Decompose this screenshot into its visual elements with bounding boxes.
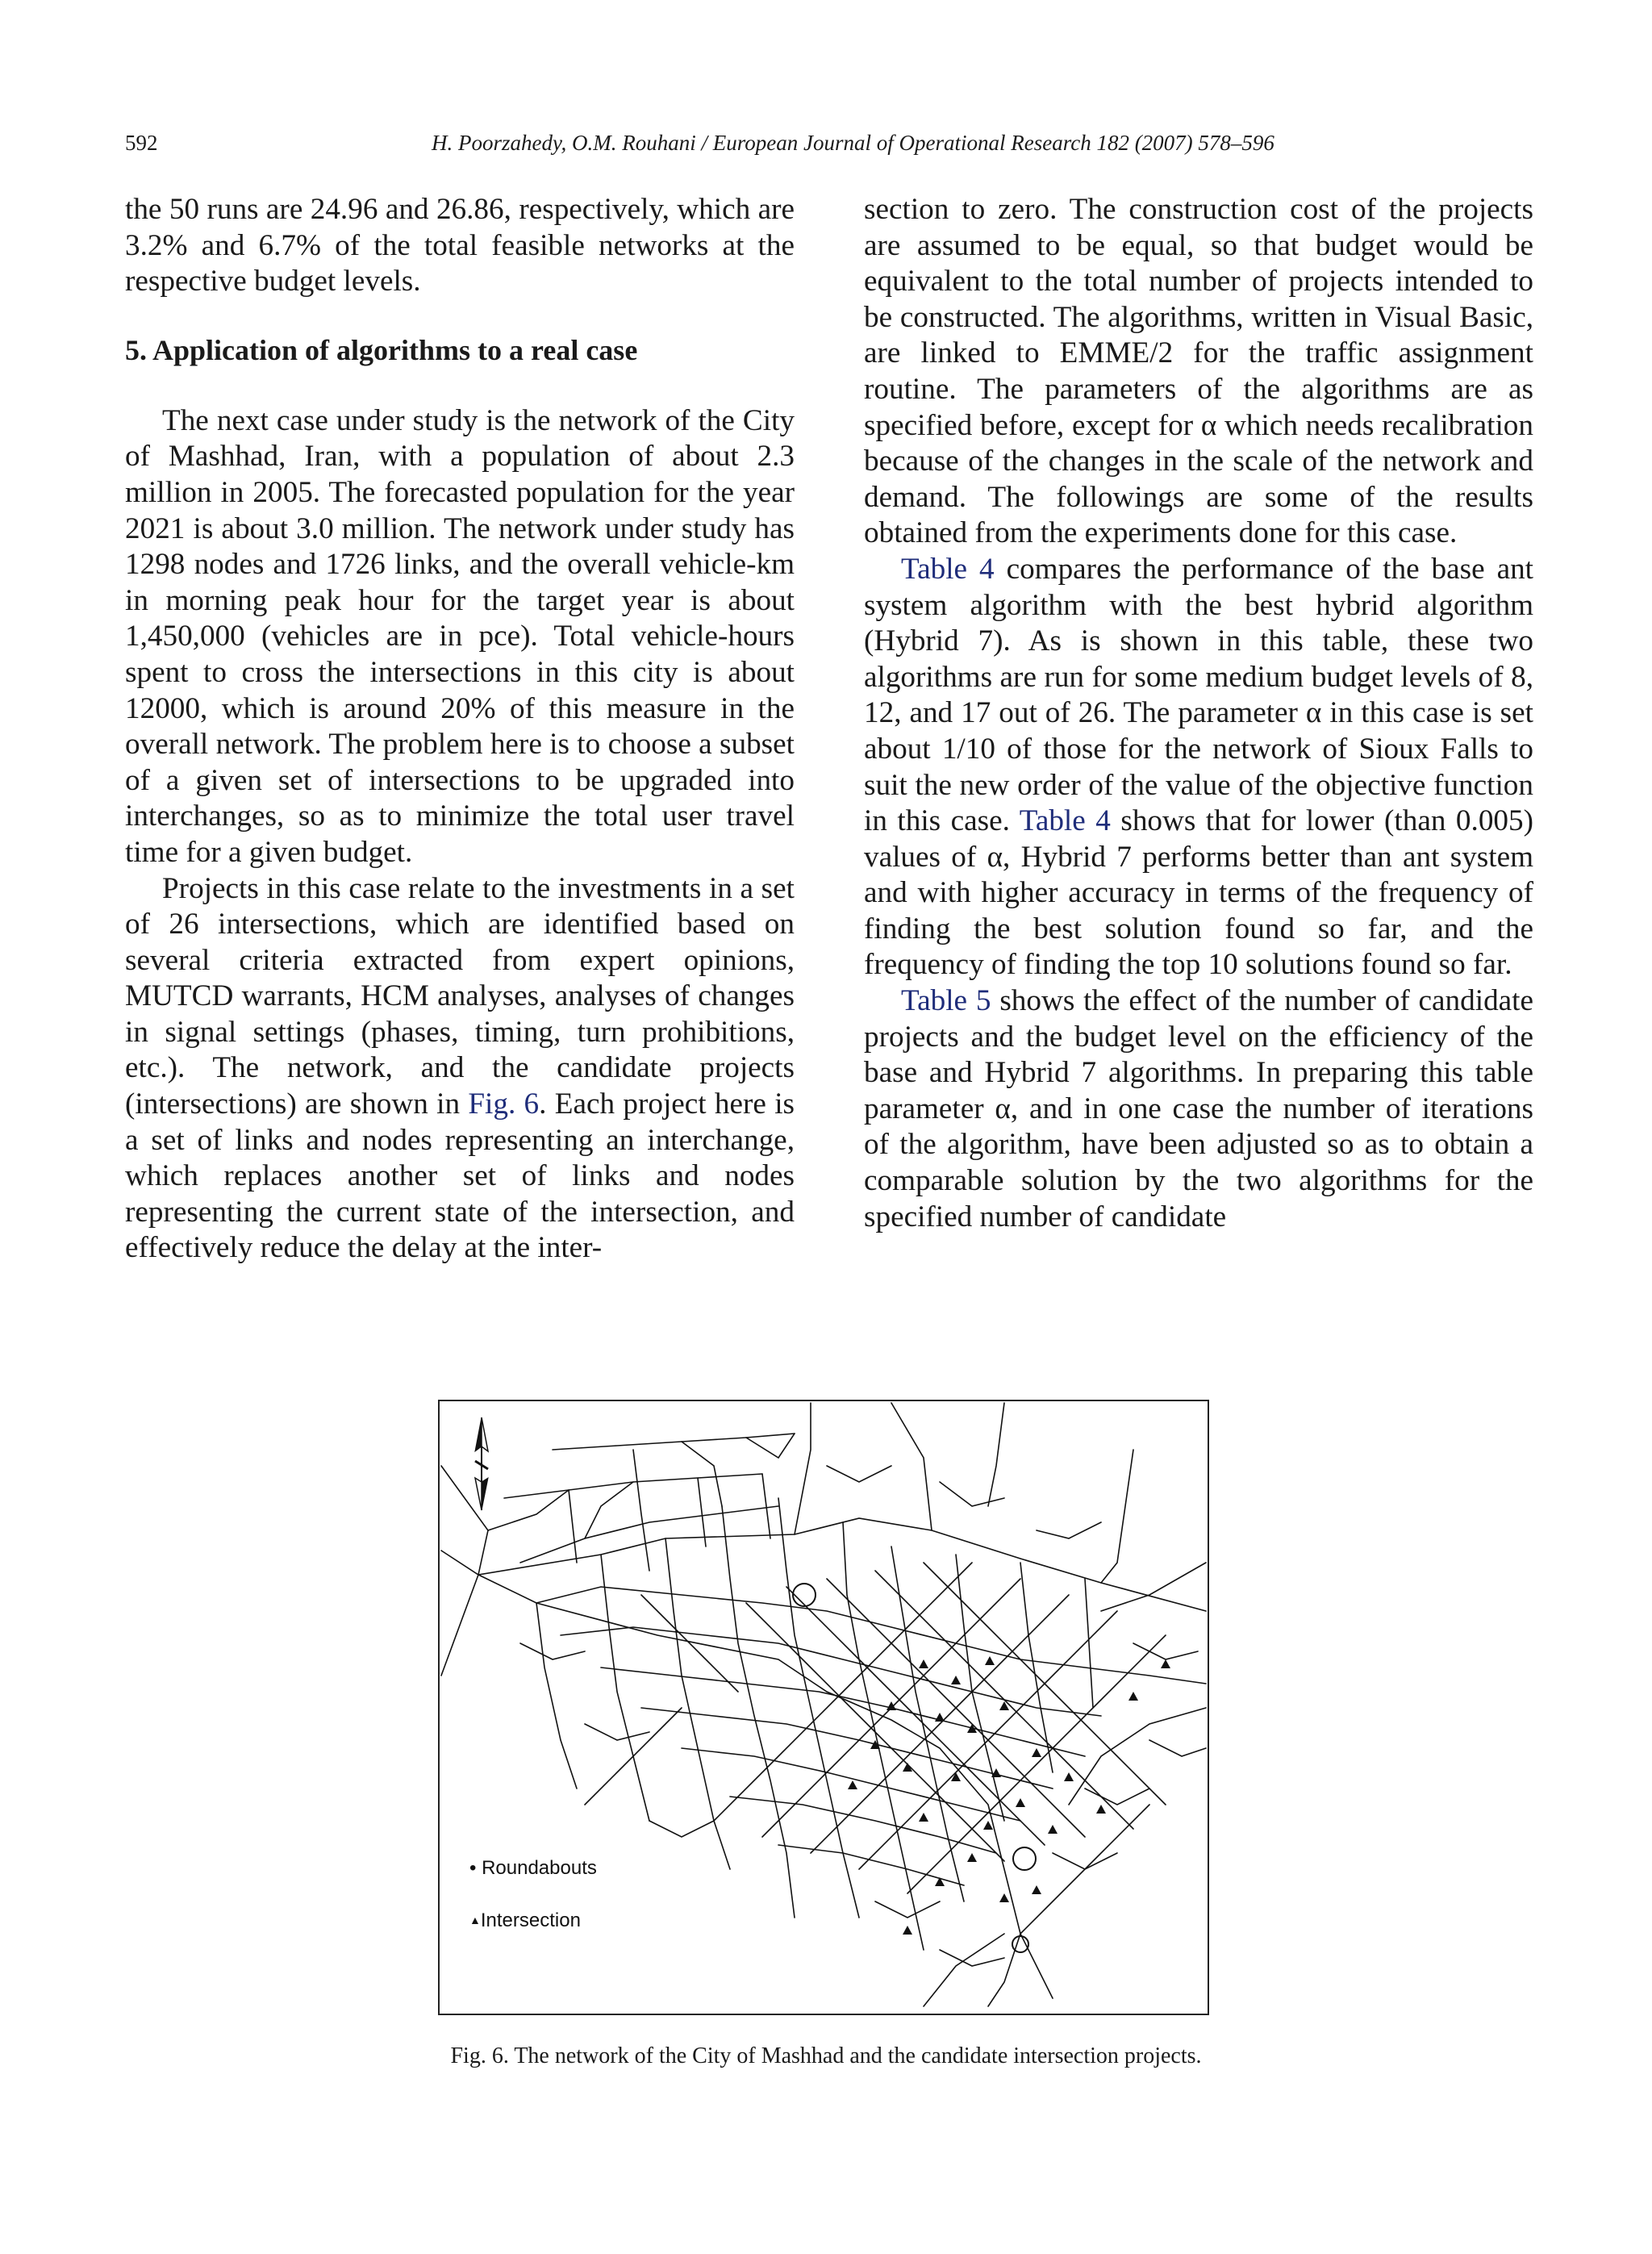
paragraph (864, 552, 1533, 983)
intersection-icon (919, 1813, 928, 1822)
paragraph-text: compares the performance of the base ant system algorithm with the best hybrid algorithm (Hybrid 7). As is shown in this table, these two algorithms are run for some medium budget levels of 8, 12, and 17 out of 26. The parameter α in this case is set about 1/10 of those for the network of Sioux Falls to suit the new order of the value of the objective function in this case. (864, 552, 1533, 838)
intersection-icon (1048, 1825, 1058, 1834)
intersection-icon (985, 1656, 995, 1665)
intersection-icon (983, 1821, 993, 1830)
intersection-icon (1032, 1748, 1041, 1757)
intersection-markers (848, 1656, 1170, 1935)
intersection-icon (1161, 1659, 1170, 1668)
legend-roundabouts (469, 1857, 597, 1880)
paragraph-text: shows that for lower (than 0.005) values of α, Hybrid 7 performs better than ant system and with higher accuracy in terms of the frequency of finding the best solution found so far, and the frequency of finding the top 10 solutions found so far. (864, 804, 1533, 982)
table-link[interactable]: Table 4 (901, 552, 995, 586)
right-column (864, 192, 1533, 1235)
table-link[interactable]: Table 5 (901, 984, 991, 1018)
paragraph-text: Projects in this case relate to the investments in a set of 26 intersections, which are identified based on several criteria extracted from expert opinions, MUTCD warrants, HCM analyses, analyses of changes in signal settings (phases, timing, turn prohibitions, etc.). The network, and the candidate projects (intersections) are shown in (125, 871, 795, 1121)
north-arrow-icon (475, 1417, 488, 1510)
intersection-icon (967, 1853, 977, 1862)
intersection-icon (1064, 1772, 1074, 1781)
roundabout-icon (1013, 1847, 1036, 1870)
paragraph: The next case under study is the network of the City of Mashhad, Iran, with a population of about 2.3 million in 2005. The forecasted population for the year 2021 is about 3.0 million. The network under study has 1298 nodes and 1726 links, and the overall vehicle-km in morning peak hour for the target year is about 1,450,000 (vehicles are in pce). Total vehicle-hours spent to cross the intersections in this city is about 12000, which is around 20% of this measure in the overall network. The problem here is to choose a subset of a given set of intersections to be upgraded into interchanges, so as to minimize the total user travel time for a given budget. (125, 403, 795, 869)
paragraph: the 50 runs are 24.96 and 26.86, respectively, which are 3.2% and 6.7% of the total feasible networks at the respective budget levels. (125, 193, 795, 298)
legend-label: Roundabouts (482, 1857, 597, 1879)
intersection-icon (935, 1713, 945, 1722)
intersection-icon (1032, 1885, 1041, 1894)
left-column (125, 192, 795, 1267)
paragraph-text: . Each project here is a set of links and nodes representing an interchange, which replaces another set of links and nodes representing the current state of the intersection, and effectively reduce the delay at the inter- (125, 1087, 795, 1265)
paragraph: section to zero. The construction cost of the projects are assumed to be equal, so that budget would be equivalent to the total number of projects intended to be constructed. The algorithms, written in Visual Basic, are linked to EMME/2 for the traffic assignment routine. The parameters of the algorithms are as specified before, except for α which needs recalibration because of the changes in the scale of the network and demand. The followings are some of the results obtained from the experiments done for this case. (864, 193, 1533, 550)
intersection-icon (999, 1893, 1009, 1902)
legend-intersection (469, 1910, 581, 1932)
intersection-icon (903, 1926, 912, 1935)
section-heading: 5. Application of algorithms to a real case (125, 333, 638, 366)
table-link[interactable]: Table 4 (1019, 804, 1111, 838)
intersection-icon (951, 1676, 961, 1684)
triangle-icon: ▲ (469, 1914, 481, 1926)
paragraph (864, 983, 1533, 1235)
running-head: H. Poorzahedy, O.M. Rouhani / European Journal of Operational Research 182 (2007) 578–596 (432, 131, 1274, 155)
bullet-icon: • (469, 1857, 482, 1879)
intersection-icon (919, 1659, 928, 1668)
intersection-icon (935, 1877, 945, 1886)
figure-frame (438, 1400, 1209, 2015)
intersection-icon (886, 1701, 896, 1710)
paragraph-text: shows the effect of the number of candidate projects and the budget level on the efficiency of the base and Hybrid 7 algorithms. In preparing this table parameter α, and in one case the number of iterations of the algorithm, have been adjusted so as to obtain a comparable solution by the two algorithms for the specified number of candidate (864, 984, 1534, 1233)
page-header (125, 131, 1533, 160)
intersection-icon (848, 1780, 857, 1789)
intersection-icon (1016, 1798, 1025, 1807)
paragraph (125, 871, 795, 1267)
roundabout-icon (793, 1584, 816, 1606)
intersection-icon (1096, 1805, 1106, 1814)
figure-link[interactable]: Fig. 6 (468, 1087, 540, 1121)
figure-caption: Fig. 6. The network of the City of Mashhad and the candidate intersection projects. (450, 2043, 1202, 2068)
page-number: 592 (125, 131, 158, 155)
intersection-icon (1128, 1692, 1138, 1701)
legend-label: Intersection (480, 1910, 581, 1931)
intersection-icon (951, 1772, 961, 1781)
